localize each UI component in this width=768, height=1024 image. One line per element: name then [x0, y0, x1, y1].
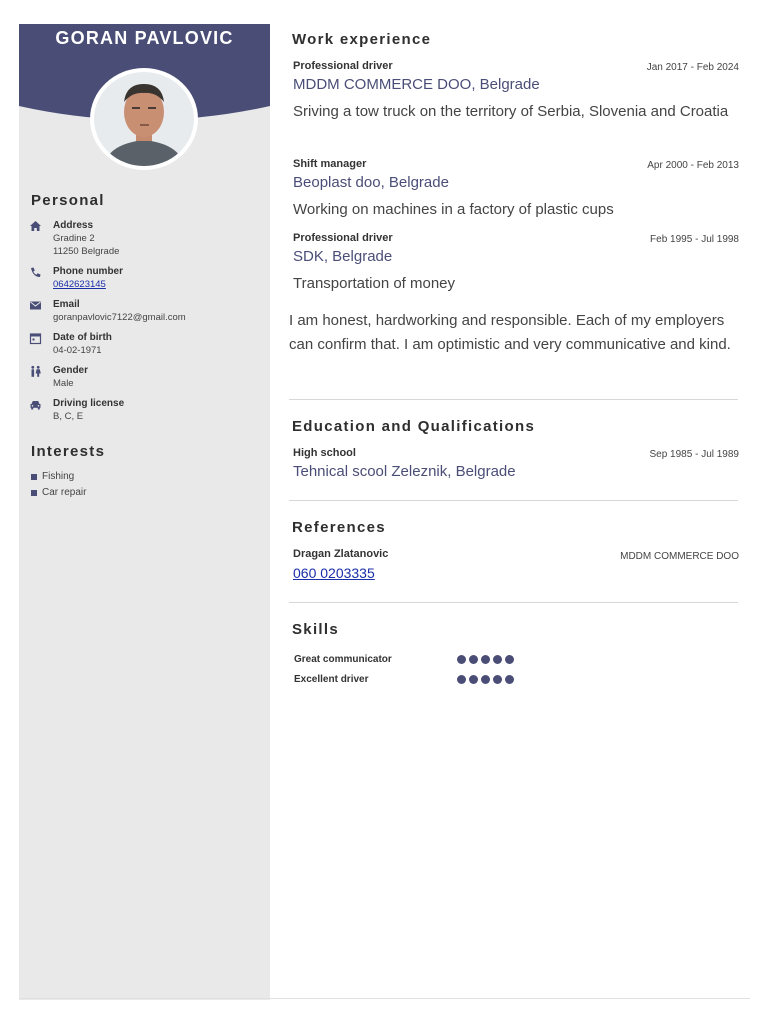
- candidate-name: GORAN PAVLOVIC: [55, 28, 234, 48]
- job-description: Sriving a tow truck on the territory of Serbia, Slovenia and Croatia: [293, 103, 729, 120]
- education-heading: Education and Qualifications: [292, 418, 536, 435]
- education-level: High school: [293, 447, 356, 459]
- dob-item: [29, 331, 264, 357]
- gender-label: Gender: [53, 365, 89, 376]
- address-label: Address: [53, 220, 94, 231]
- summary-text: I am honest, hardworking and responsible. Each of my employers can confirm that. I am optimistic and very communicative and kind.: [289, 312, 731, 353]
- job-role: Professional driver: [293, 232, 393, 244]
- interest-label: Fishing: [42, 471, 75, 482]
- page-bottom-border: [19, 998, 750, 999]
- address-line-2: 11250 Belgrade: [53, 246, 120, 257]
- skill-dot-icon: [481, 675, 490, 684]
- interests-list: [31, 471, 86, 503]
- car-icon: [29, 398, 42, 411]
- email-icon: [29, 299, 42, 312]
- phone-link[interactable]: 0642623145: [53, 279, 106, 290]
- education-school: Tehnical scool Zeleznik, Belgrade: [293, 463, 516, 480]
- skill-row: [294, 654, 554, 665]
- skill-dot-icon: [469, 675, 478, 684]
- interests-heading: Interests: [31, 443, 106, 460]
- divider: [289, 399, 738, 400]
- gender-value: Male: [53, 378, 74, 389]
- reference-company: MDDM COMMERCE DOO: [620, 551, 739, 562]
- gender-icon: [29, 365, 42, 378]
- skill-dot-icon: [481, 655, 490, 664]
- email-item: [29, 298, 264, 324]
- skill-dot-icon: [493, 655, 502, 664]
- license-item: [29, 397, 264, 423]
- home-icon: [29, 220, 42, 233]
- personal-info-list: [29, 219, 264, 430]
- interest-item: [31, 487, 86, 498]
- address-item: [29, 219, 264, 258]
- skill-dot-icon: [457, 655, 466, 664]
- profile-photo: [90, 68, 198, 170]
- job-role: Shift manager: [293, 158, 367, 170]
- license-value: B, C, E: [53, 411, 84, 422]
- skill-dot-icon: [493, 675, 502, 684]
- job-company: MDDM COMMERCE DOO, Belgrade: [293, 76, 540, 93]
- divider: [289, 500, 738, 501]
- calendar-icon: [29, 332, 42, 345]
- skill-name: Great communicator: [294, 654, 392, 665]
- skills-heading: Skills: [292, 621, 339, 638]
- interest-label: Car repair: [42, 487, 87, 498]
- work-heading: Work experience: [292, 31, 432, 48]
- job-role: Professional driver: [293, 60, 393, 72]
- job-description: Transportation of money: [293, 275, 456, 292]
- gender-item: [29, 364, 264, 390]
- job-company: SDK, Belgrade: [293, 248, 393, 265]
- bullet-icon: [31, 490, 37, 496]
- bullet-icon: [31, 474, 37, 480]
- education-date: Sep 1985 - Jul 1989: [649, 449, 739, 460]
- job-date: Feb 1995 - Jul 1998: [650, 234, 739, 245]
- email-value: goranpavlovic7122@gmail.com: [53, 312, 186, 323]
- skill-dot-icon: [469, 655, 478, 664]
- reference-name: Dragan Zlatanovic: [293, 548, 389, 560]
- job-date: Apr 2000 - Feb 2013: [647, 160, 739, 171]
- job-description: Working on machines in a factory of plastic cups: [293, 201, 614, 218]
- divider: [289, 602, 738, 603]
- skill-dot-icon: [505, 675, 514, 684]
- references-heading: References: [292, 519, 386, 536]
- sidebar: [19, 24, 270, 1000]
- skill-dot-icon: [505, 655, 514, 664]
- personal-heading: Personal: [31, 192, 105, 209]
- skill-name: Excellent driver: [294, 674, 369, 685]
- phone-icon: [29, 266, 42, 279]
- skill-rating: [457, 655, 514, 664]
- resume-page: [19, 24, 750, 1000]
- dob-label: Date of birth: [53, 332, 112, 343]
- phone-item: [29, 265, 264, 291]
- skill-rating: [457, 675, 514, 684]
- skill-dot-icon: [457, 675, 466, 684]
- interest-item: [31, 471, 86, 482]
- phone-label: Phone number: [53, 266, 124, 277]
- dob-value: 04-02-1971: [53, 345, 102, 356]
- job-date: Jan 2017 - Feb 2024: [646, 62, 739, 73]
- email-label: Email: [53, 299, 80, 310]
- license-label: Driving license: [53, 398, 125, 409]
- skill-row: [294, 674, 554, 685]
- reference-phone-link[interactable]: 060 0203335: [293, 565, 375, 581]
- address-line-1: Gradine 2: [53, 233, 95, 244]
- job-company: Beoplast doo, Belgrade: [293, 174, 449, 191]
